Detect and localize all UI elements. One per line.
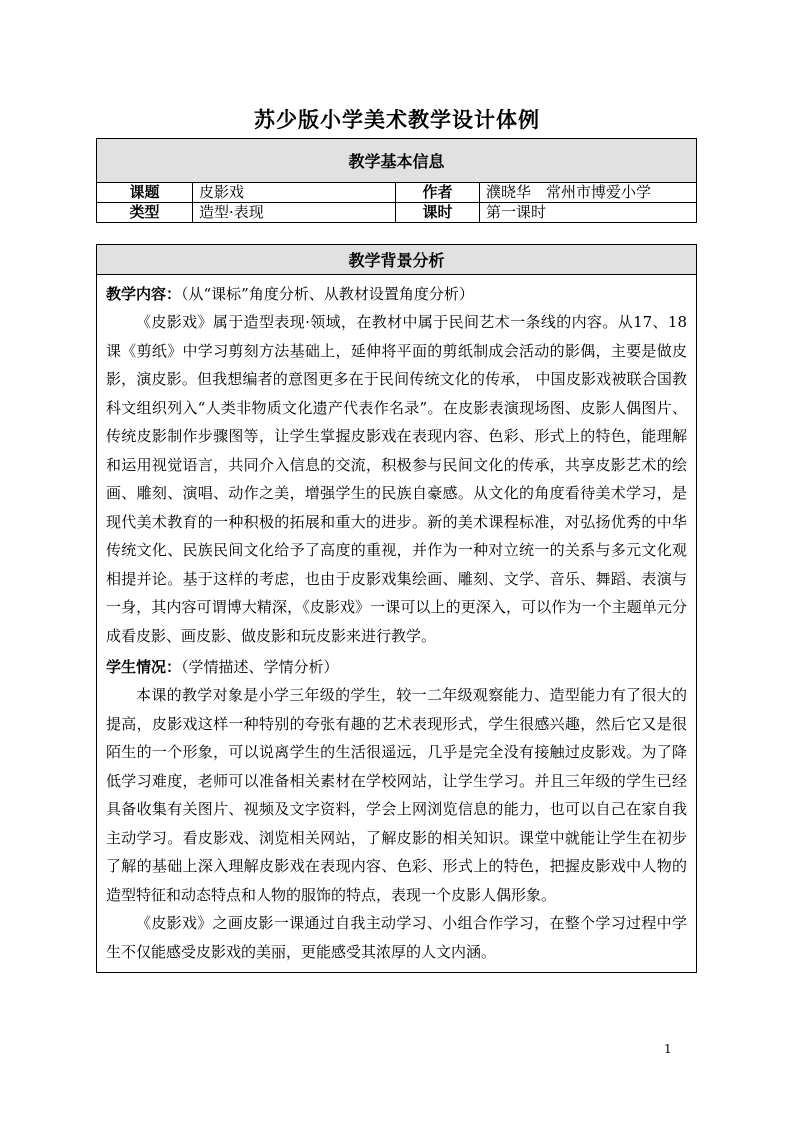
- basic-info-table: [96, 138, 697, 223]
- page-number: 1: [664, 1042, 672, 1056]
- author-value: 濮晓华 常州市博爱小学: [480, 183, 697, 203]
- topic-label: 课题: [97, 183, 193, 203]
- student-situation-label: 学生情况：: [106, 658, 182, 676]
- background-analysis-table: [96, 244, 697, 973]
- basic-info-header: 教学基本信息: [97, 139, 697, 183]
- topic-value: 皮影戏: [193, 183, 396, 203]
- teaching-content-note: （从“课标”角度分析、从教材设置角度分析）: [181, 285, 474, 303]
- student-situation-heading: [106, 654, 687, 681]
- document-title: 苏少版小学美术教学设计体例: [254, 108, 540, 132]
- type-value: 造型·表现: [193, 203, 396, 223]
- type-label: 类型: [97, 203, 193, 223]
- period-value: 第一课时: [480, 203, 697, 223]
- background-header: 教学背景分析: [97, 245, 697, 275]
- teaching-content-paragraph: 《皮影戏》属于造型表现·领域，在教材中属于民间艺术一条线的内容。从17、18课《剪纸》中学习剪刻方法基础上，延伸将平面的剪纸制成会活动的影偶，主要是做皮影，演皮影。但我想编者的意图更多在于民间传统文化的传承， 中国皮影戏被联合国教科文组织列入“人类非物质文化遗产代表作名录”。在皮影表演现场图、皮影人偶图片、传统皮影制作步骤图等，让学生掌握皮影戏在表现内容、色彩、形式上的特色，能理解和运用视觉语言，共同介入信息的交流，积极参与民间文化的传承，共享皮影艺术的绘画、雕刻、演唱、动作之美，增强学生的民族自豪感。从文化的角度看待美术学习，是现代美术教育的一种积极的拓展和重大的进步。新的美术课程标准，对弘扬优秀的中华传统文化、民族民间文化给予了高度的重视，并作为一种对立统一的关系与多元文化观相提并论。基于这样的考虑，也由于皮影戏集绘画、雕刻、文学、音乐、舞蹈、表演与一身，其内容可谓博大精深，《皮影戏》一课可以上的更深入，可以作为一个主题单元分成看皮影、画皮影、做皮影和玩皮影来进行教学。: [106, 313, 687, 645]
- teaching-content-label: 教学内容：: [106, 285, 182, 303]
- period-label: 课时: [396, 203, 480, 223]
- student-situation-note: （学情描述、学情分析）: [181, 658, 339, 676]
- background-content-cell: [97, 275, 697, 973]
- student-situation-paragraph-1: 本课的教学对象是小学三年级的学生，较一二年级观察能力、造型能力有了很大的提高，皮影戏这样一种特别的夸张有趣的艺术表现形式，学生很感兴趣，然后它又是很陌生的一个形象，可以说离学生的生活很遥远，几乎是完全没有接触过皮影戏。为了降低学习难度，老师可以准备相关素材在学校网站，让学生学习。并且三年级的学生已经具备收集有关图片、视频及文字资料，学会上网浏览信息的能力，也可以自己在家自我主动学习。看皮影戏、浏览相关网站，了解皮影的相关知识。课堂中就能让学生在初步了解的基础上深入理解皮影戏在表现内容、色彩、形式上的特色，把握皮影戏中人物的造型特征和动态特点和人物的服饰的特点，表现一个皮影人偶形象。: [106, 686, 687, 904]
- student-situation-paragraph-2: 《皮影戏》之画皮影一课通过自我主动学习、小组合作学习，在整个学习过程中学生不仅能感受皮影戏的美丽，更能感受其浓厚的人文内涵。: [106, 914, 687, 961]
- teaching-content-heading: [106, 281, 687, 308]
- author-label: 作者: [396, 183, 480, 203]
